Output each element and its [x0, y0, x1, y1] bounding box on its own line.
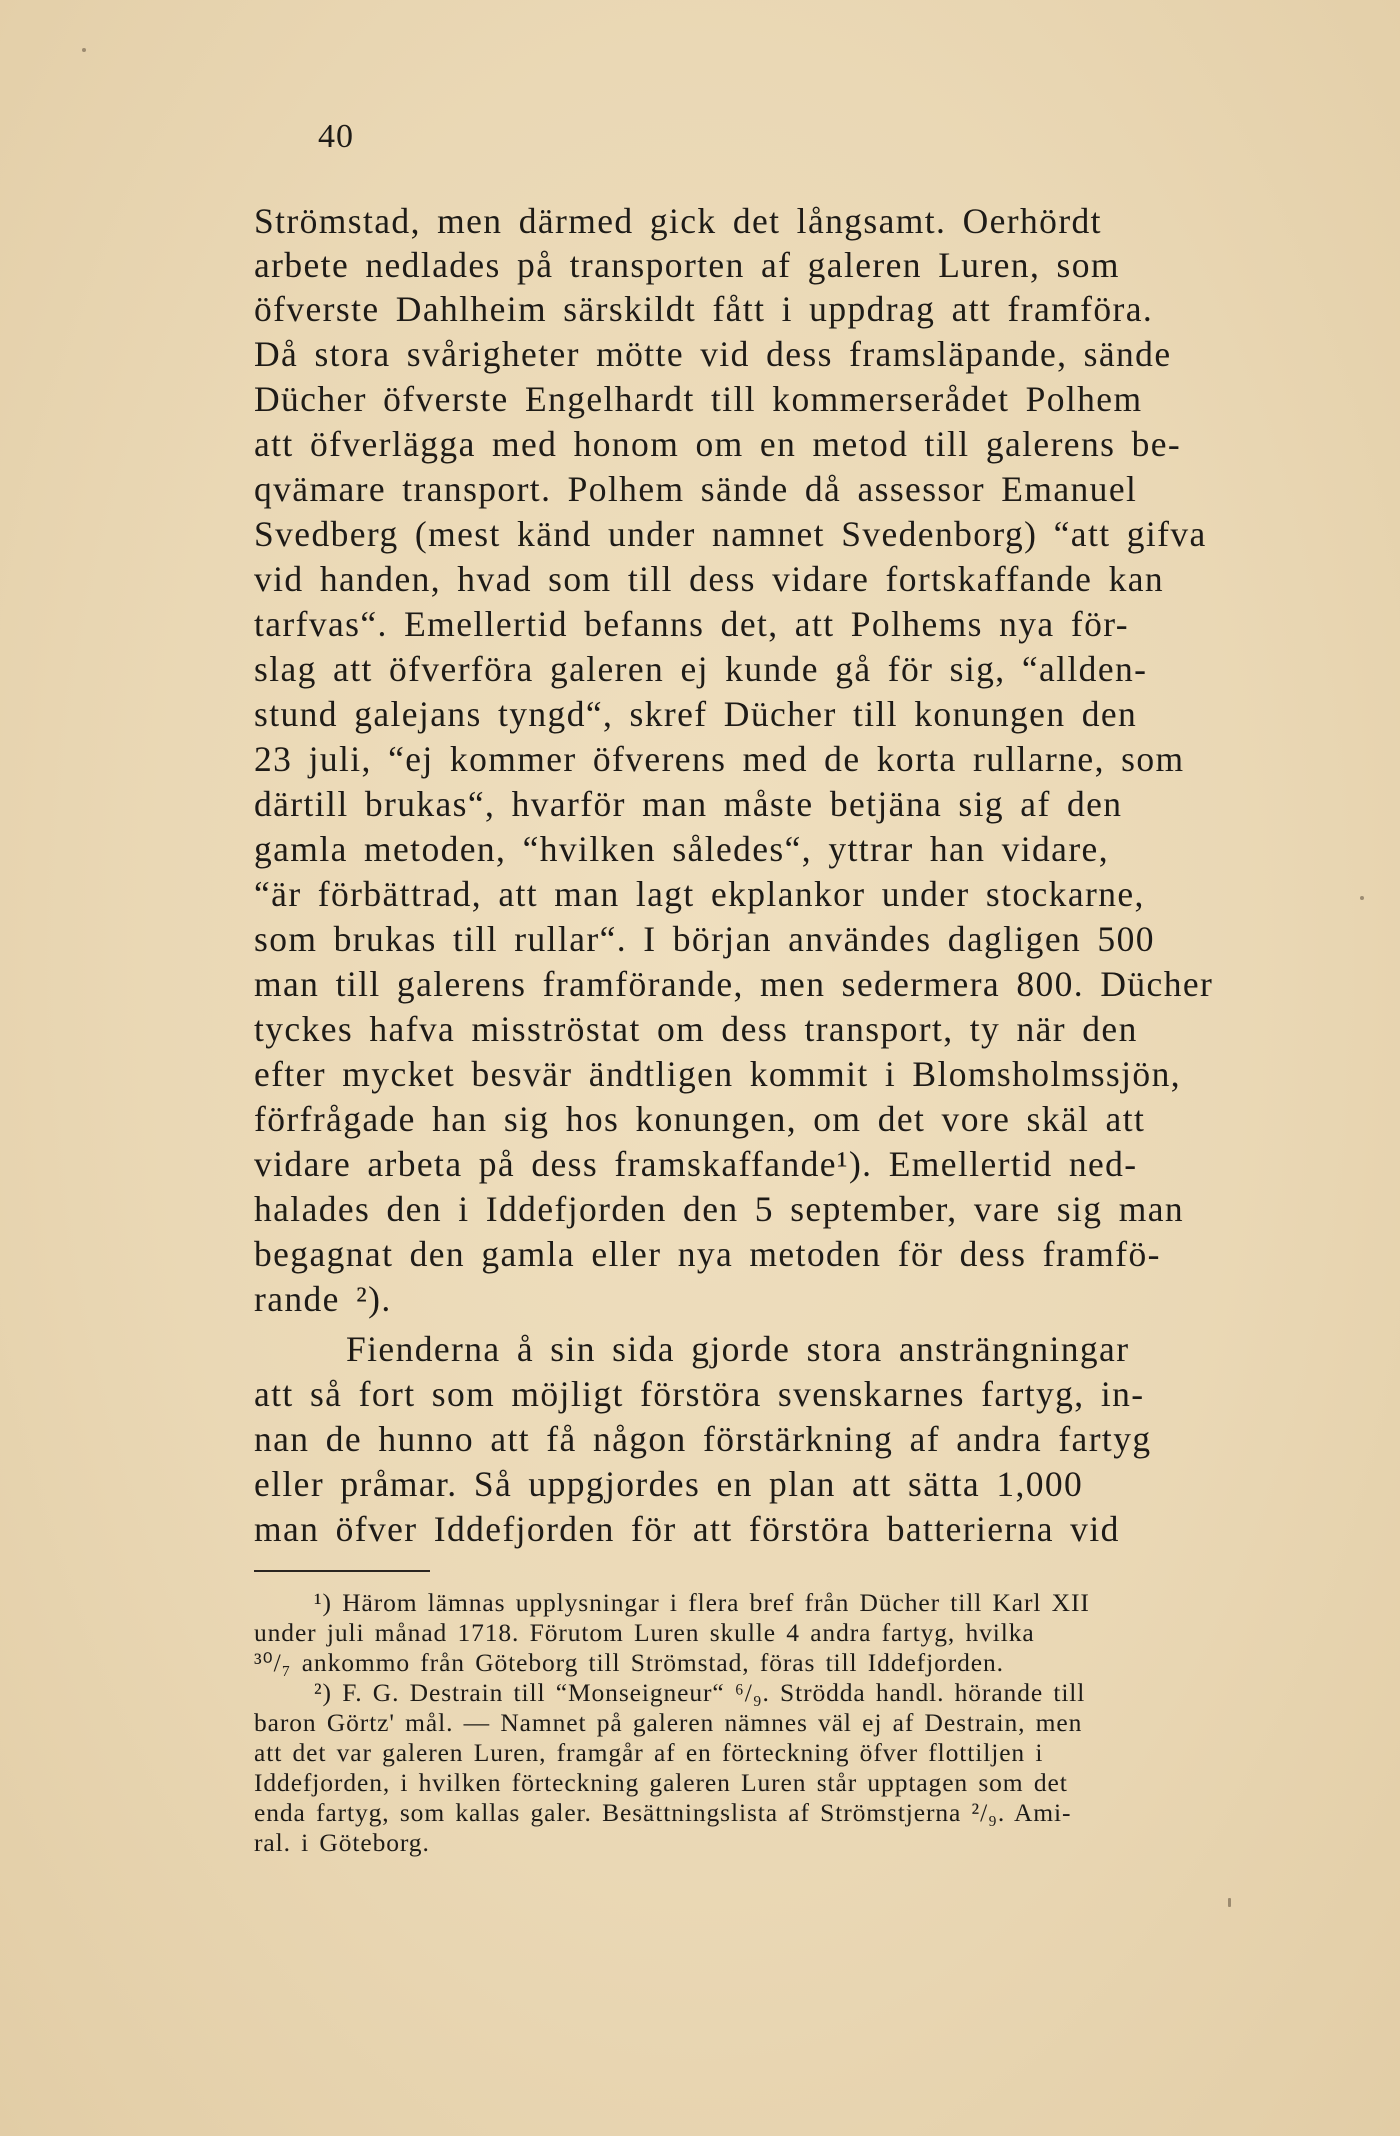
text-line: nan de hunno att få någon förstärkning af andra fartyg — [254, 1419, 1152, 1459]
footnote-line: ral. i Göteborg. — [254, 1828, 430, 1857]
footnote-line: ³⁰/₇ ankommo från Göteborg till Strömstad, föras till Iddefjorden. — [254, 1648, 1004, 1677]
text-line: förfrågade han sig hos konungen, om det vore skäl att — [254, 1099, 1146, 1139]
footnote-line: enda fartyg, som kallas galer. Besättningslista af Strömstjerna ²/₉. Ami- — [254, 1798, 1072, 1827]
text-line: man öfver Iddefjorden för att förstöra batterierna vid — [254, 1509, 1120, 1549]
footnote-divider — [254, 1570, 430, 1572]
text-line: halades den i Iddefjorden den 5 september, vare sig man — [254, 1189, 1185, 1229]
paper-speck — [1228, 1898, 1231, 1907]
text-line: man till galerens framförande, men sedermera 800. Dücher — [254, 964, 1214, 1004]
text-line: slag att öfverföra galeren ej kunde gå för sig, “allden- — [254, 649, 1148, 689]
page-number: 40 — [318, 118, 354, 155]
text-line: öfverste Dahlheim särskildt fått i uppdrag att framföra. — [254, 289, 1154, 329]
text-line: “är förbättrad, att man lagt ekplankor under stockarne, — [254, 874, 1145, 914]
text-line: Svedberg (mest känd under namnet Svedenborg) “att gifva — [254, 514, 1207, 554]
text-line: vidare arbeta på dess framskaffande¹). Emellertid ned- — [254, 1144, 1138, 1184]
text-line: stund galejans tyngd“, skref Dücher till konungen den — [254, 694, 1138, 734]
footnote-line: Iddefjorden, i hvilken förteckning galeren Luren står upptagen som det — [254, 1768, 1068, 1797]
text-line: tyckes hafva misströstat om dess transport, ty när den — [254, 1009, 1138, 1049]
text-line: Dücher öfverste Engelhardt till kommerserådet Polhem — [254, 379, 1143, 419]
text-line: Strömstad, men därmed gick det långsamt. Oerhördt — [254, 201, 1102, 241]
text-line: tarfvas“. Emellertid befanns det, att Polhems nya för- — [254, 604, 1129, 644]
text-line: Fienderna å sin sida gjorde stora ansträngningar — [346, 1329, 1130, 1369]
text-line: rande ²). — [254, 1279, 392, 1319]
text-line: Då stora svårigheter mötte vid dess framsläpande, sände — [254, 334, 1172, 374]
text-line: eller pråmar. Så uppgjordes en plan att sätta 1,000 — [254, 1464, 1084, 1504]
text-line: därtill brukas“, hvarför man måste betjäna sig af den — [254, 784, 1123, 824]
footnote-line: att det var galeren Luren, framgår af en förteckning öfver flottiljen i — [254, 1738, 1044, 1767]
text-line: gamla metoden, “hvilken således“, yttrar han vidare, — [254, 829, 1109, 869]
footnote-line: under juli månad 1718. Förutom Luren skulle 4 andra fartyg, hvilka — [254, 1618, 1035, 1647]
text-line: qvämare transport. Polhem sände då assessor Emanuel — [254, 469, 1138, 509]
text-line: vid handen, hvad som till dess vidare fortskaffande kan — [254, 559, 1165, 599]
footnote-line: ¹) Härom lämnas upplysningar i flera bref från Dücher till Karl XII — [314, 1588, 1090, 1617]
text-line: efter mycket besvär ändtligen kommit i Blomsholmssjön, — [254, 1054, 1181, 1094]
text-line: begagnat den gamla eller nya metoden för dess framfö- — [254, 1234, 1161, 1274]
footnote-line: ²) F. G. Destrain till “Monseigneur“ ⁶/₉. Strödda handl. hörande till — [314, 1678, 1086, 1707]
text-line: 23 juli, “ej kommer öfverens med de korta rullarne, som — [254, 739, 1185, 779]
text-line: att öfverlägga med honom om en metod till galerens be- — [254, 424, 1182, 464]
paper-speck — [82, 48, 86, 52]
text-line: att så fort som möjligt förstöra svenskarnes fartyg, in- — [254, 1374, 1145, 1414]
text-line: som brukas till rullar“. I början användes dagligen 500 — [254, 919, 1155, 959]
text-line: arbete nedlades på transporten af galeren Luren, som — [254, 245, 1120, 285]
footnote-line: baron Görtz' mål. — Namnet på galeren nämnes väl ej af Destrain, men — [254, 1708, 1083, 1737]
paper-speck — [1360, 896, 1364, 900]
